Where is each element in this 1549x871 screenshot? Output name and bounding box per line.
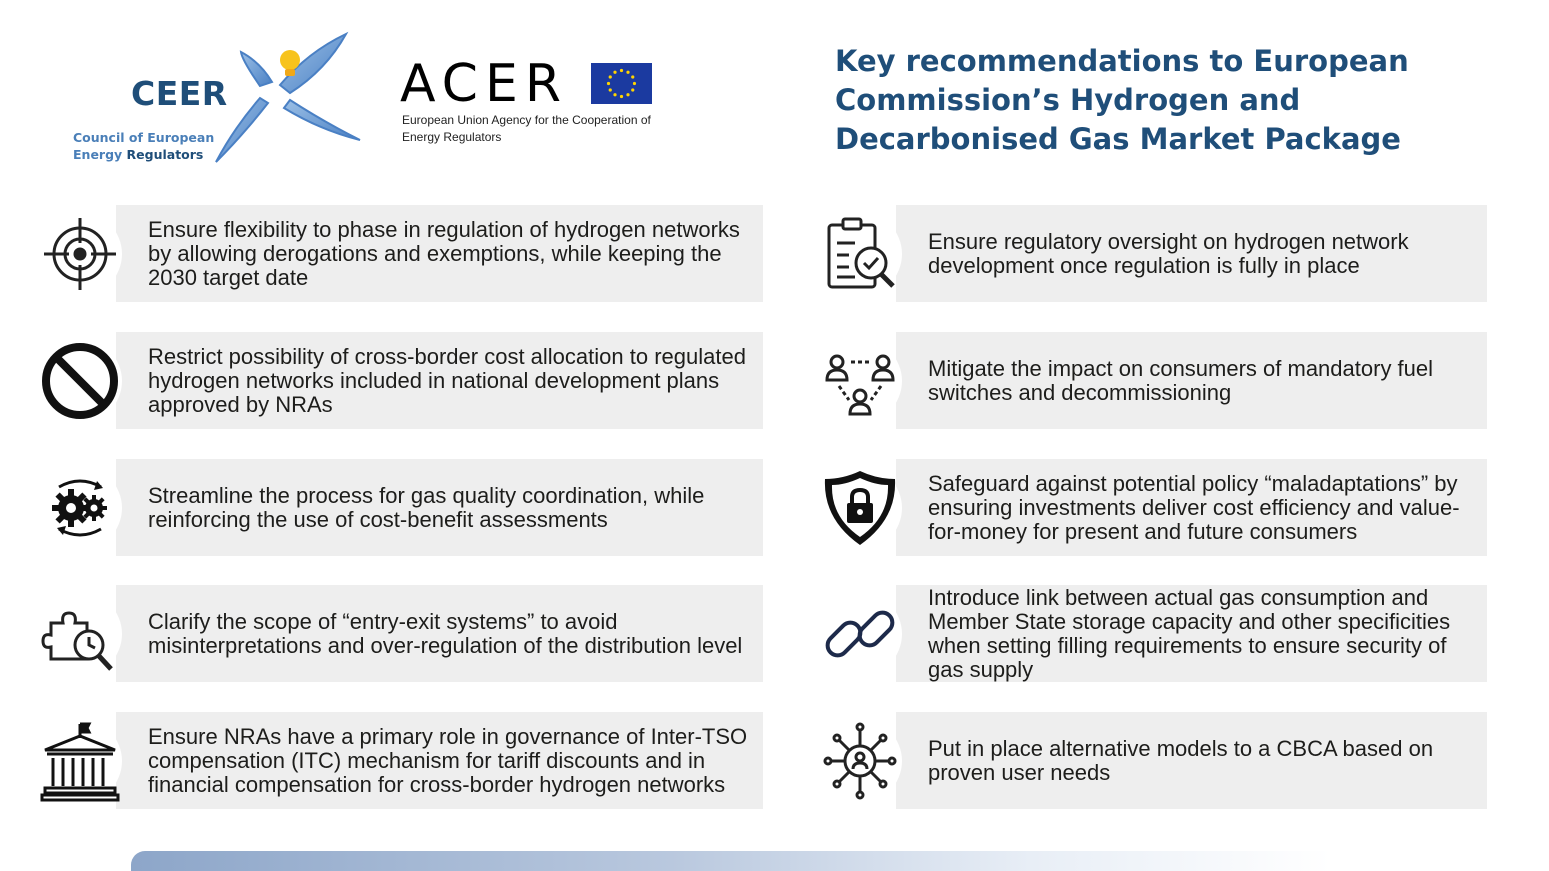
eu-star	[613, 93, 616, 96]
recommendation-text: Clarify the scope of “entry-exit systems” to avoid misinterpretations and over-regulation of the distribution level	[148, 608, 743, 658]
recommendation-text: Safeguard against potential policy “maladaptations” by ensuring investments deliver cost efficiency and value-for-money for present and future consumers	[928, 470, 1460, 544]
recommendation-text: Ensure NRAs have a primary role in governance of Inter-TSO compensation (ITC) mechanism for tariff discounts and in financial compensation for cross-border hydrogen networks	[148, 723, 748, 797]
ceer-subtitle-line2b: Regulators	[126, 147, 204, 162]
gear-cycle-icon	[39, 467, 121, 549]
icon-holder	[818, 592, 902, 676]
chain-link-icon	[819, 593, 901, 675]
people-network-icon	[819, 340, 901, 422]
acer-wordmark: ACER	[400, 54, 568, 114]
ceer-subtitle-line1: Council of European	[73, 130, 215, 145]
eu-star	[631, 88, 634, 91]
recommendation-card	[38, 332, 763, 429]
government-building-icon	[39, 720, 121, 802]
acer-logo	[400, 56, 665, 156]
eu-star	[609, 88, 612, 91]
user-hub-icon	[819, 720, 901, 802]
eu-star	[631, 75, 634, 78]
eu-star	[620, 95, 623, 98]
ceer-logo	[68, 30, 368, 170]
puzzle-search-icon	[39, 593, 121, 675]
recommendation-card	[38, 712, 763, 809]
icon-holder	[38, 592, 122, 676]
eu-star	[607, 82, 610, 85]
icon-holder	[818, 339, 902, 423]
recommendation-text: Mitigate the impact on consumers of mandatory fuel switches and decommissioning	[928, 355, 1434, 405]
recommendation-card	[818, 459, 1487, 556]
prohibited-icon	[39, 340, 121, 422]
eu-flag-icon	[591, 63, 652, 104]
eu-star	[626, 71, 629, 74]
recommendation-card	[38, 585, 763, 682]
recommendation-text: Put in place alternative models to a CBCA based on proven user needs	[928, 735, 1434, 785]
target-icon	[39, 213, 121, 295]
icon-holder	[38, 212, 122, 296]
recommendation-card	[818, 332, 1487, 429]
icon-holder	[38, 466, 122, 550]
recommendation-text: Streamline the process for gas quality coordination, while reinforcing the use of cost-benefit assessments	[148, 482, 705, 532]
recommendation-card	[818, 712, 1487, 809]
icon-holder	[818, 719, 902, 803]
recommendation-card	[38, 459, 763, 556]
recommendation-card	[818, 585, 1487, 682]
recommendation-text: Introduce link between actual gas consumption and Member State storage capacity and other specificities when setting filling requirements to ensure security of gas supply	[928, 584, 1451, 682]
icon-holder	[818, 466, 902, 550]
recommendation-card	[818, 205, 1487, 302]
eu-star	[620, 69, 623, 72]
eu-star	[609, 75, 612, 78]
ceer-subtitle-line2a: Energy	[73, 147, 127, 162]
eu-star	[633, 82, 636, 85]
page-title: Key recommendations to European Commission’s Hydrogen and Decarbonised Gas Market Package	[835, 44, 1409, 156]
icon-holder	[38, 339, 122, 423]
eu-star	[613, 71, 616, 74]
recommendation-text: Restrict possibility of cross-border cost allocation to regulated hydrogen networks included in national development plans approved by NRAs	[148, 343, 746, 417]
eu-star	[626, 93, 629, 96]
footer-gradient-bar	[131, 851, 1331, 871]
icon-holder	[38, 719, 122, 803]
icon-holder	[818, 212, 902, 296]
recommendation-text: Ensure regulatory oversight on hydrogen network development once regulation is fully in place	[928, 228, 1409, 278]
ceer-subtitle	[73, 129, 233, 163]
acer-subtitle: European Union Agency for the Cooperation of Energy Regulators	[402, 113, 651, 144]
ceer-wordmark: CEER	[131, 74, 228, 113]
recommendation-card	[38, 205, 763, 302]
shield-lock-icon	[819, 467, 901, 549]
clipboard-check-icon	[819, 213, 901, 295]
recommendation-text: Ensure flexibility to phase in regulation of hydrogen networks by allowing derogations and exemptions, while keeping the 2030 target date	[148, 216, 740, 290]
